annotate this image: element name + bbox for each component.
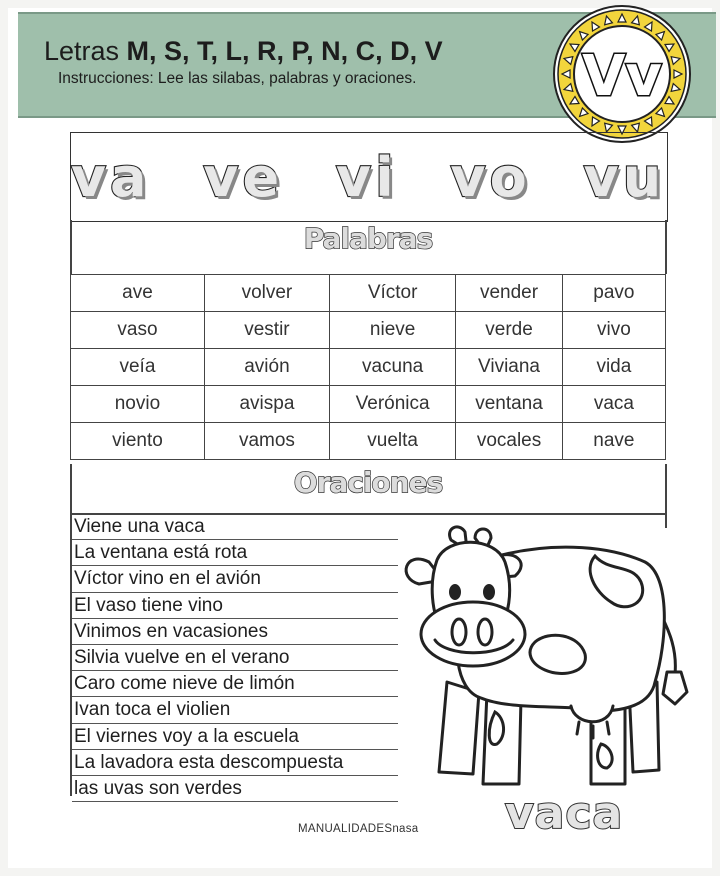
word-cell: ave xyxy=(71,275,205,312)
word-cell: avispa xyxy=(204,386,329,423)
sentence-line: Víctor vino en el avión xyxy=(72,566,398,592)
sentence-line: las uvas son verdes xyxy=(72,776,398,802)
word-cell: veía xyxy=(71,349,205,386)
word-cell: vacuna xyxy=(329,349,455,386)
word-cell: pavo xyxy=(562,275,665,312)
sentences-list xyxy=(72,514,398,802)
word-cell: verde xyxy=(456,312,562,349)
word-cell: vaso xyxy=(71,312,205,349)
sentence-line: La lavadora esta descompuesta xyxy=(72,750,398,776)
sentence-line: El vaso tiene vino xyxy=(72,593,398,619)
sentence-line: Caro come nieve de limón xyxy=(72,671,398,697)
word-cell: Verónica xyxy=(329,386,455,423)
word-cell: Víctor xyxy=(329,275,455,312)
word-cell: vivo xyxy=(562,312,665,349)
word-cell: vamos xyxy=(204,423,329,460)
word-cell: nieve xyxy=(329,312,455,349)
word-cell: vocales xyxy=(456,423,562,460)
word-cell: Viviana xyxy=(456,349,562,386)
word-cell: avión xyxy=(204,349,329,386)
word-row xyxy=(71,312,666,349)
badge-letters: Vv xyxy=(582,44,662,109)
word-cell: volver xyxy=(204,275,329,312)
word-cell: ventana xyxy=(456,386,562,423)
sentences-title: Oraciones xyxy=(293,466,443,499)
sentence-line: Viene una vaca xyxy=(72,514,398,540)
syllables: va ve vi vo vu xyxy=(70,146,666,209)
word-cell: vestir xyxy=(204,312,329,349)
words-table xyxy=(70,274,666,460)
sentence-line: Vinimos en vacasiones xyxy=(72,619,398,645)
sentence-line: La ventana está rota xyxy=(72,540,398,566)
page-title: Letras M, S, T, L, R, P, N, C, D, V xyxy=(44,36,443,66)
word-row xyxy=(71,349,666,386)
letter-badge-icon xyxy=(548,0,696,148)
credit-text: MANUALIDADESnasa xyxy=(298,823,419,835)
word-cell: vender xyxy=(456,275,562,312)
words-title: Palabras xyxy=(303,222,433,255)
word-row xyxy=(71,275,666,312)
word-cell: vuelta xyxy=(329,423,455,460)
word-row xyxy=(71,386,666,423)
word-cell: vida xyxy=(562,349,665,386)
cow-icon xyxy=(395,522,695,802)
word-row xyxy=(71,423,666,460)
sentence-line: Silvia vuelve en el verano xyxy=(72,645,398,671)
word-cell: novio xyxy=(71,386,205,423)
sentence-line: Ivan toca el violien xyxy=(72,697,398,723)
instructions-text: Instrucciones: Lee las silabas, palabras y oraciones. xyxy=(58,70,417,87)
word-cell: viento xyxy=(71,423,205,460)
sentence-line: El viernes voy a la escuela xyxy=(72,724,398,750)
word-cell: vaca xyxy=(562,386,665,423)
cow-label: vaca xyxy=(505,788,624,839)
word-cell: nave xyxy=(562,423,665,460)
